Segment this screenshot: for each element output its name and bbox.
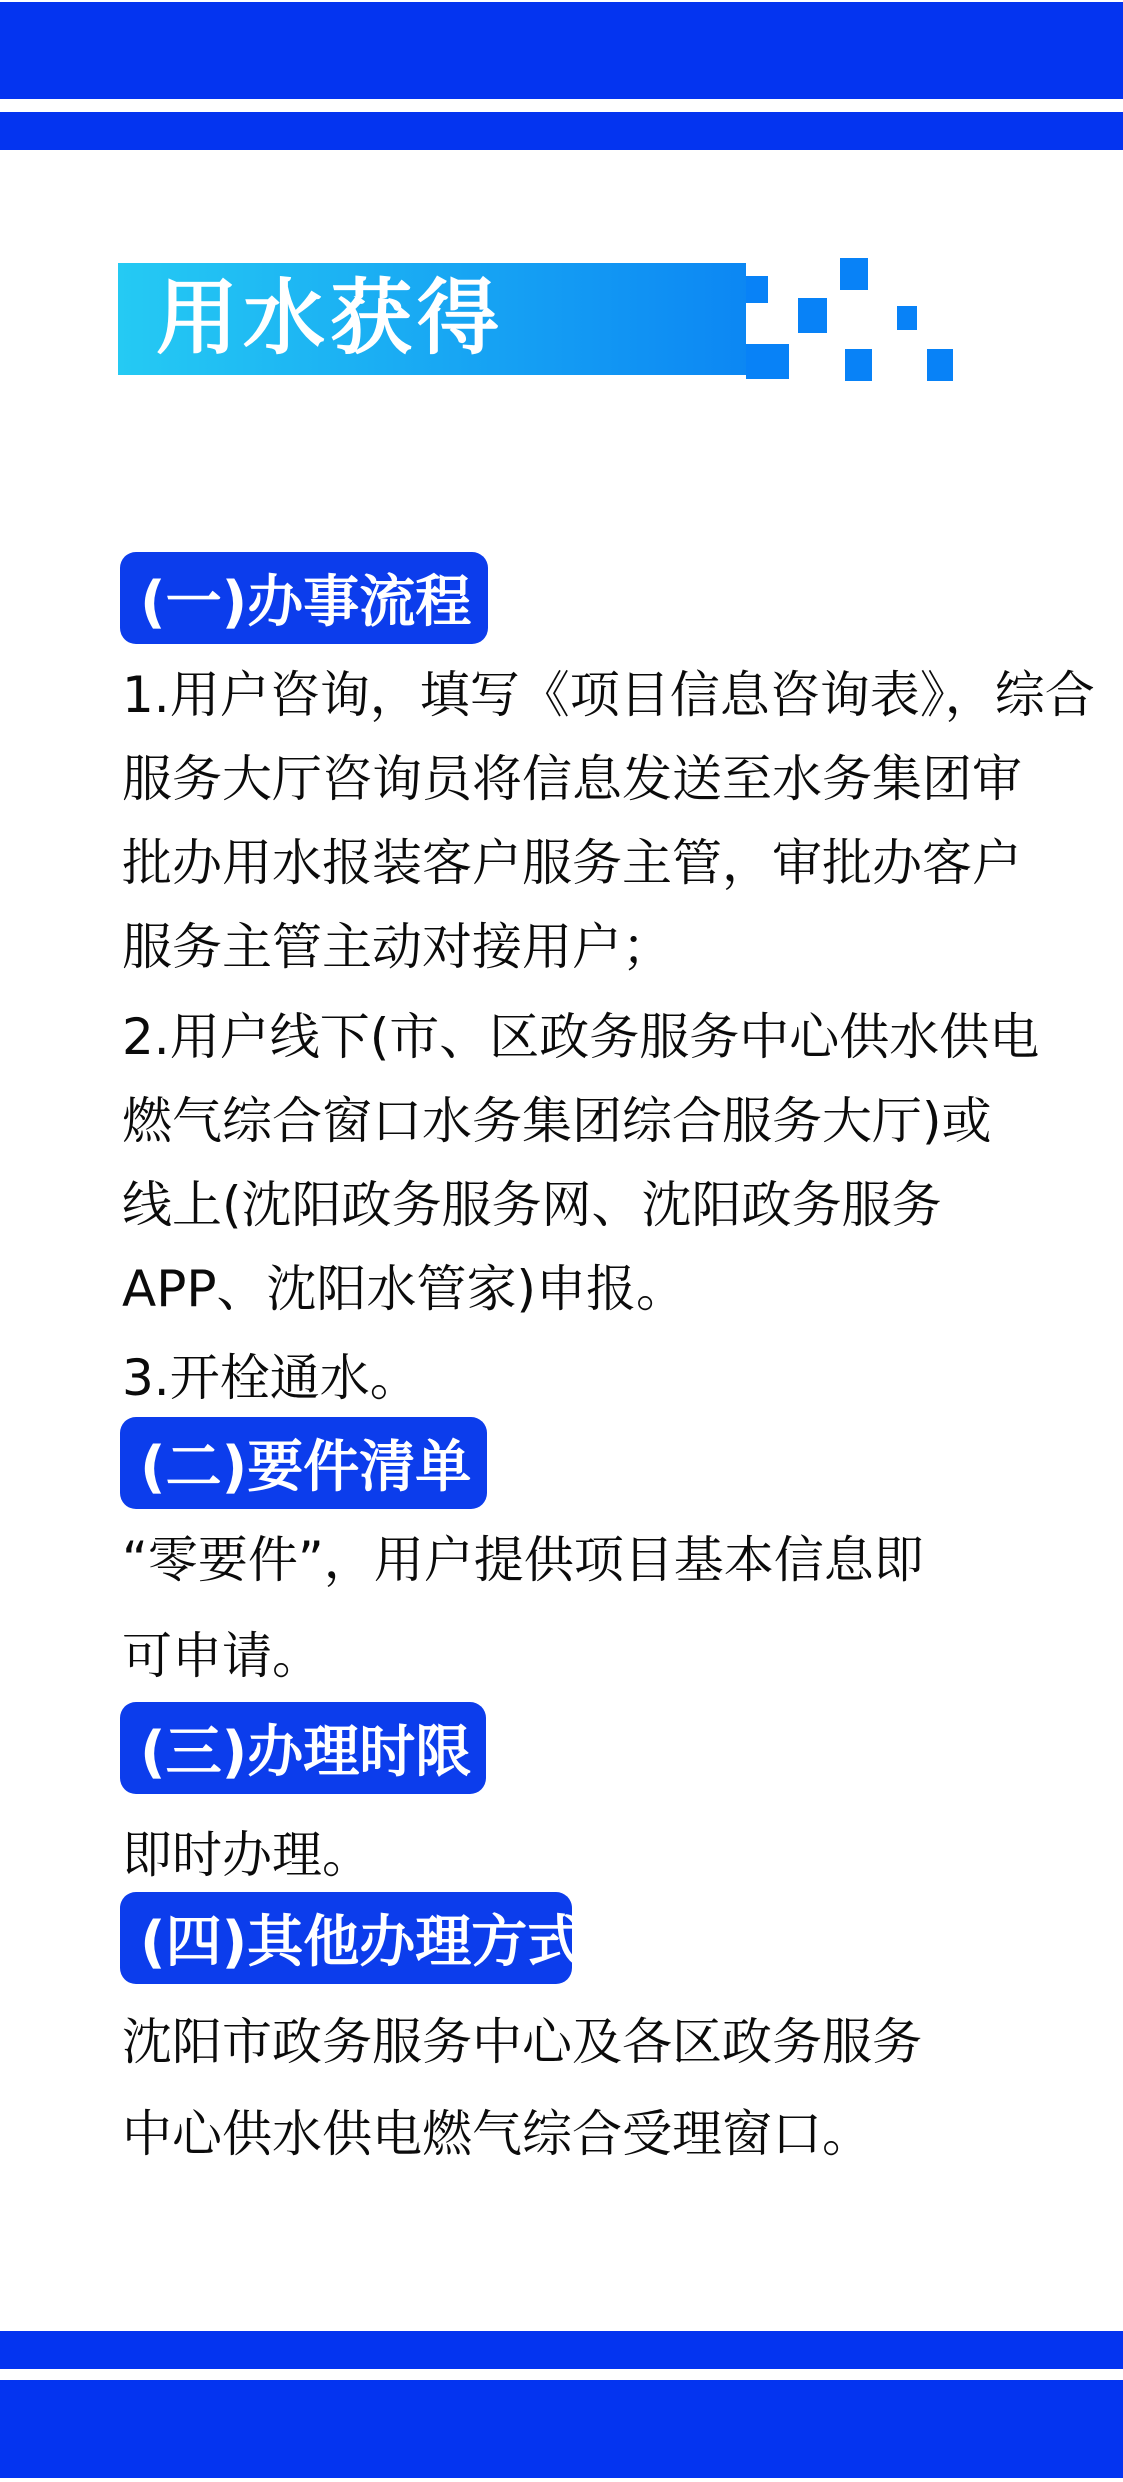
- section-heading-process: [120, 552, 488, 644]
- top-bar-primary: [0, 2, 1123, 99]
- text-line: APP、沈阳水管家)申报。: [122, 1260, 687, 1318]
- text-line: 燃气综合窗口水务集团综合服务大厅)或: [122, 1092, 992, 1150]
- text-line: 服务主管主动对接用户；: [122, 918, 672, 976]
- section-heading-label: (四)其他办理方式: [140, 1910, 584, 1975]
- section-heading-label: (一)办事流程: [140, 570, 472, 635]
- section-heading-label: (三)办理时限: [140, 1720, 472, 1785]
- banner-pixel-step: [746, 344, 789, 379]
- text-line: “零要件”，用户提供项目基本信息即: [122, 1531, 924, 1589]
- paragraph-process-step1: [122, 653, 1095, 989]
- banner-pixel-square: [897, 306, 917, 330]
- bottom-bar-primary: [0, 2380, 1123, 2478]
- banner-pixel-square: [798, 298, 827, 333]
- section-heading-time-limit: [120, 1702, 486, 1794]
- text-line: 批办用水报装客户服务主管，审批办客户: [122, 834, 1022, 892]
- banner-pixel-square: [845, 349, 872, 381]
- top-bar-secondary: [0, 112, 1123, 150]
- text-line: 线上(沈阳政务服务网、沈阳政务服务: [122, 1176, 942, 1234]
- banner-pixel-step: [746, 276, 768, 303]
- text-line: 可申请。: [122, 1627, 322, 1685]
- title-banner: [118, 263, 746, 375]
- section-heading-requirements: [120, 1417, 487, 1509]
- text-line: 服务大厅咨询员将信息发送至水务集团审: [122, 750, 1022, 808]
- text-line: 3.开栓通水。: [122, 1349, 420, 1407]
- section-heading-other-methods: [120, 1892, 584, 1984]
- paragraph-process-step2: [122, 995, 1040, 1331]
- banner-pixel-square: [840, 258, 868, 290]
- text-line: 沈阳市政务服务中心及各区政务服务: [122, 2013, 922, 2071]
- page-title: 用水获得: [156, 271, 505, 366]
- banner-pixel-square: [927, 349, 953, 381]
- section-heading-label: (二)要件清单: [140, 1435, 472, 1500]
- text-line: 2.用户线下(市、区政务服务中心供水供电: [122, 1008, 1040, 1066]
- text-line: 1.用户咨询，填写《项目信息咨询表》，综合: [122, 666, 1095, 724]
- text-line: 中心供水供电燃气综合受理窗口。: [122, 2105, 872, 2163]
- bottom-bar-secondary: [0, 2331, 1123, 2369]
- text-line: 即时办理。: [122, 1826, 372, 1884]
- paragraph-requirements: [122, 1512, 1022, 1704]
- paragraph-time-limit: [122, 1813, 1022, 1897]
- paragraph-other-methods: [122, 1996, 1022, 2180]
- paragraph-process-step3: [122, 1336, 1022, 1420]
